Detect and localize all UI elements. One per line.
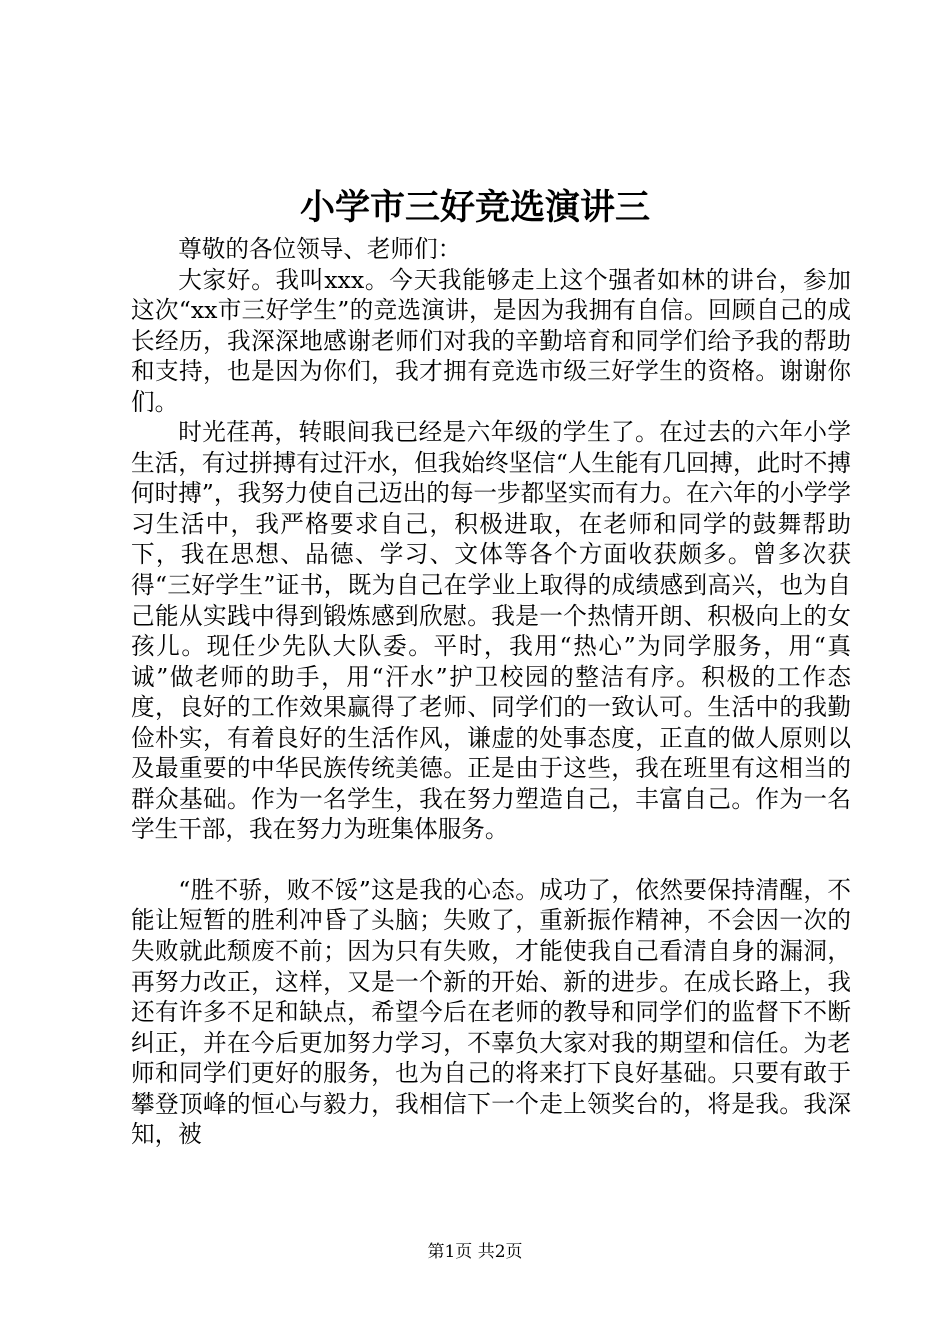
paragraph-1: 大家好。我叫xxx。今天我能够走上这个强者如林的讲台，参加这次“xx市三好学生”的竞选演讲，是因为我拥有自信。回顾自己的成长经历，我深深地感谢老师们对我的辛勤培育和同学们给予我的帮助和支持，也是因为你们，我才拥有竞选市级三好学生的资格。谢谢你们。 xyxy=(131,265,851,416)
paragraph-3: “胜不骄，败不馁”这是我的心态。成功了，依然要保持清醒，不能让短暂的胜利冲昏了头脑；失败了，重新振作精神，不会因一次的失败就此颓废不前；因为只有失败，才能使我自己看清自身的漏洞，再努力改正，这样，又是一个新的开始、新的进步。在成长路上，我还有许多不足和缺点，希望今后在老师的教导和同学们的监督下不断纠正，并在今后更加努力学习，不辜负大家对我的期望和信任。为老师和同学们更好的服务，也为自己的将来打下良好基础。只要有敢于攀登顶峰的恒心与毅力，我相信下一个走上领奖台的，将是我。我深知，被 xyxy=(131,875,851,1149)
paragraph-2: 时光荏苒，转眼间我已经是六年级的学生了。在过去的六年小学生活，有过拼搏有过汗水，但我始终坚信“人生能有几回搏，此时不搏何时搏”，我努力使自己迈出的每一步都坚实而有力。在六年的小学学习生活中，我严格要求自己，积极进取，在老师和同学的鼓舞帮助下，我在思想、品德、学习、文体等各个方面收获颇多。曾多次获得“三好学生”证书，既为自己在学业上取得的成绩感到高兴，也为自己能从实践中得到锻炼感到欣慰。我是一个热情开朗、积极向上的女孩儿。现任少先队大队委。平时，我用“热心”为同学服务，用“真诚”做老师的助手，用“汗水”护卫校园的整洁有序。积极的工作态度，良好的工作效果赢得了老师、同学们的一致认可。生活中的我勤俭朴实，有着良好的生活作风，谦虚的处事态度，正直的做人原则以及最重要的中华民族传统美德。正是由于这些，我在班里有这相当的群众基础。作为一名学生，我在努力塑造自己，丰富自己。作为一名学生干部，我在努力为班集体服务。 xyxy=(131,418,851,844)
document-body xyxy=(131,234,851,1150)
document-title: 小学市三好竞选演讲三 xyxy=(299,187,650,228)
page-number-footer: 第1页 共2页 xyxy=(427,1242,523,1262)
salutation: 尊敬的各位领导、老师们： xyxy=(178,235,462,263)
